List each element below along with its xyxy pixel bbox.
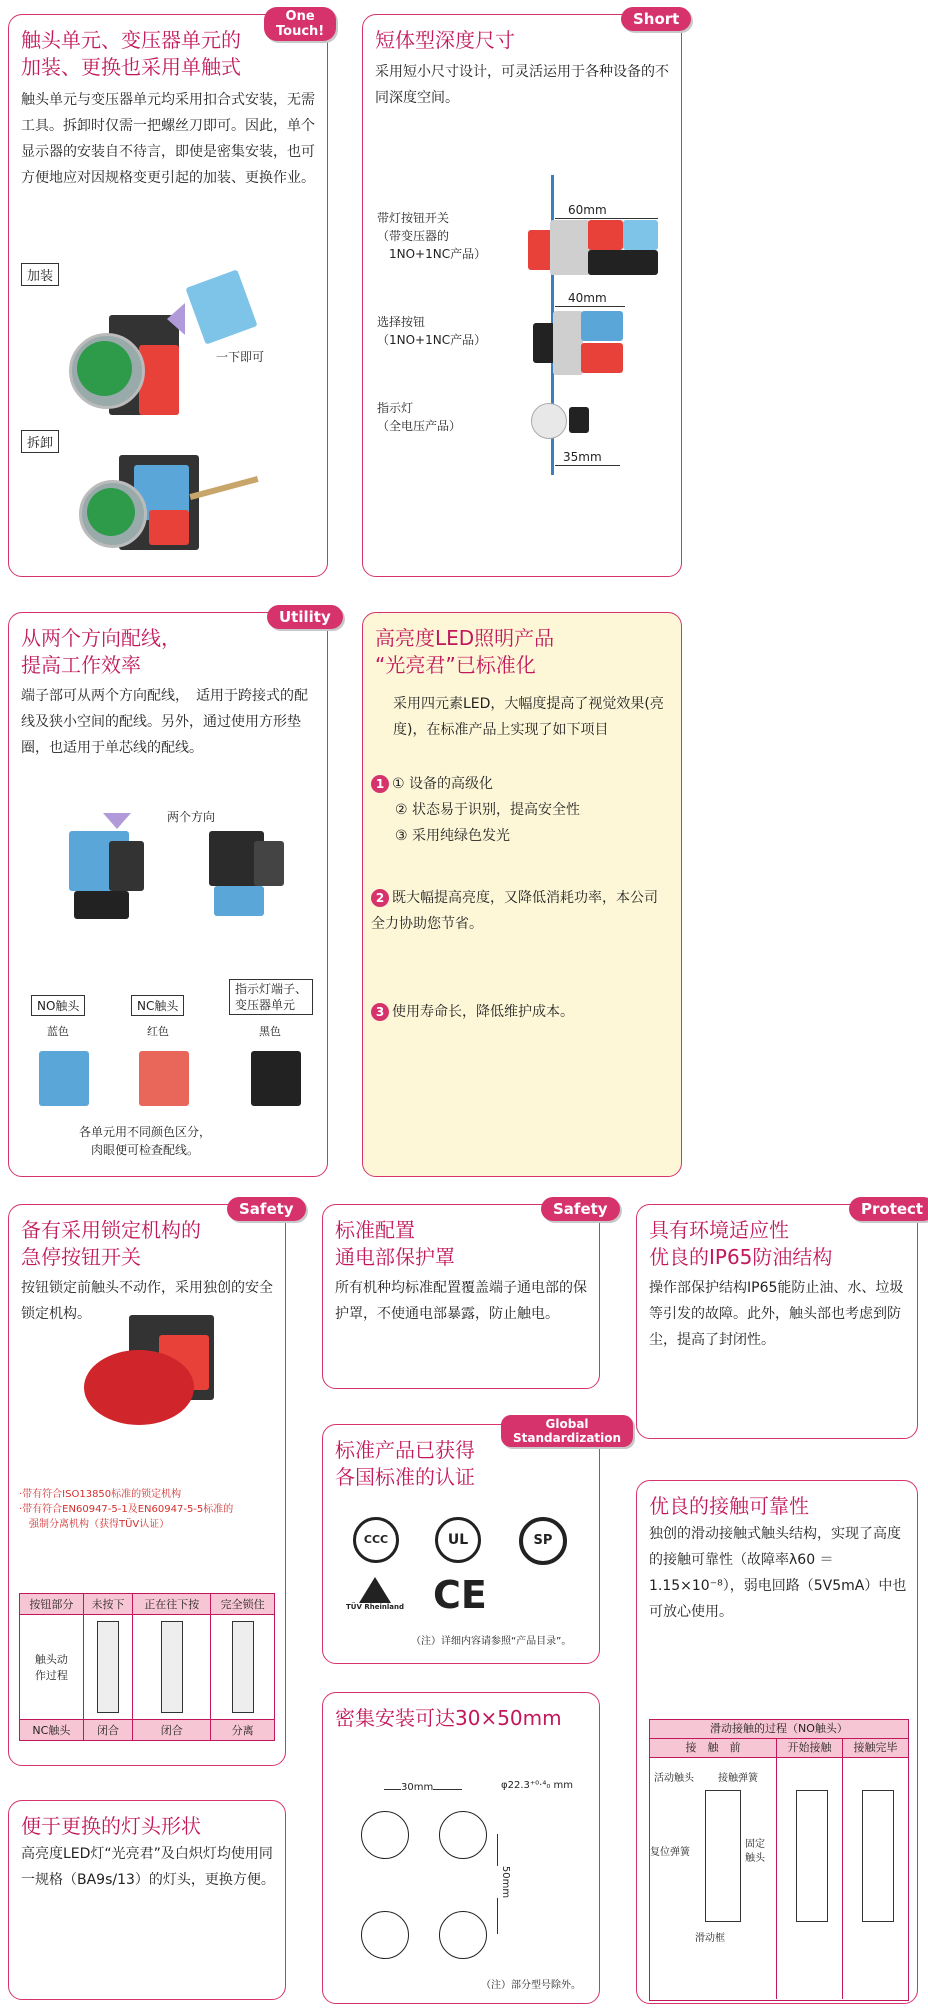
unit-red-image xyxy=(139,1051,189,1106)
card-title: 便于更换的灯头形状 xyxy=(21,1814,201,1838)
diagram-cell xyxy=(133,1615,211,1720)
card-emergency-stop xyxy=(8,1200,294,1766)
number-3-badge: 3 xyxy=(371,1003,389,1021)
color-blue: 蓝色 xyxy=(47,1025,69,1038)
card-title: 标准配置 通电部保护罩 xyxy=(335,1218,455,1269)
th: 按钮部分 xyxy=(20,1594,84,1615)
color-note: 各单元用不同颜色区分， 肉眼便可检查配线。 xyxy=(79,1125,212,1157)
switch-remove-image xyxy=(79,455,229,555)
card-title: 优良的接触可靠性 xyxy=(649,1494,809,1518)
card-title: 从两个方向配线， 提高工作效率 xyxy=(21,626,181,677)
row-label: 触头动 作过程 xyxy=(20,1615,84,1720)
point-2 xyxy=(371,885,669,937)
card-body: 高亮度LED灯“光亮君”及白炽灯均使用同一规格（BA9s/13）的灯头，更换方便。 xyxy=(21,1846,275,1888)
item-selector: 选择按钮 （1NO+1NC产品） xyxy=(377,315,487,347)
card-title: 高亮度LED照明产品 “光亮君”已标准化 xyxy=(375,626,555,677)
wiring-image-2 xyxy=(209,831,289,921)
th: 正在往下按 xyxy=(133,1594,211,1615)
card-title: 标准产品已获得 各国标准的认证 xyxy=(335,1438,475,1489)
tag-safety: Safety xyxy=(541,1197,620,1221)
col-done: 接触完毕 xyxy=(853,1741,898,1754)
card-body: 触头单元与变压器单元均采用扣合式安装，无需工具。拆卸时仅需一把螺丝刀即可。因此，单个显示器的安装自不待言，即使是密集安装，也可方便地应对因规格变更引起的加装、更换作业。 xyxy=(21,92,315,186)
emergency-table xyxy=(19,1593,275,1741)
card-title: 密集安装可达30×50mm xyxy=(335,1706,562,1730)
hole xyxy=(439,1911,487,1959)
tag-safety: Safety xyxy=(227,1197,306,1221)
point-3 xyxy=(371,999,669,1025)
unit-label-no: NO触头 xyxy=(31,995,85,1016)
diagram-cell xyxy=(211,1615,275,1720)
card-certification xyxy=(322,1417,622,1664)
card-title: 短体型深度尺寸 xyxy=(375,28,515,52)
td: 分离 xyxy=(211,1720,275,1741)
item-lamp-switch: 带灯按钮开关 （带变压器的 1NO+1NC产品） xyxy=(377,211,487,261)
note-iso: ·带有符合ISO13850标准的锁定机构 xyxy=(19,1489,182,1500)
tag-one-touch: One Touch! xyxy=(264,7,336,41)
point-1 xyxy=(371,771,671,849)
item-indicator: 指示灯 （全电压产品） xyxy=(377,401,462,433)
part-label: 复位弹簧 xyxy=(650,1847,690,1858)
tuv-logo xyxy=(341,1577,409,1611)
card-body: 按钮锁定前触头不动作，采用独创的安全锁定机构。 xyxy=(21,1280,273,1322)
card-body: 独创的滑动接触式触头结构，实现了高度的接触可靠性（故障率λ60 ＝1.15×10⁻⁸），弱电回路（5V5mA）中也可放心使用。 xyxy=(649,1526,907,1620)
ce-logo: CE xyxy=(433,1573,487,1617)
cert-note: （注）详细内容请参照“产品目录”。 xyxy=(411,1636,572,1647)
card-title: 触头单元、变压器单元的 加装、更换也采用单触式 xyxy=(21,28,241,79)
contact-unit-blue-image xyxy=(185,269,257,344)
note-en: ·带有符合EN60947-5-1及EN60947-5-5标准的 强制分离机构（获得TÜV认证） xyxy=(19,1504,234,1530)
card-cover xyxy=(322,1200,608,1389)
number-1-badge: 1 xyxy=(371,775,389,793)
part-label: 固定 触头 xyxy=(745,1839,765,1864)
wiring-image-1 xyxy=(69,831,149,921)
card-title: 备有采用锁定机构的 急停按钮开关 xyxy=(21,1218,201,1269)
card-contact xyxy=(636,1480,918,2004)
tuv-text: TÜV Rheinland xyxy=(346,1603,404,1611)
card-lamp-base xyxy=(8,1800,286,2000)
point-3-text: 使用寿命长，降低维护成本。 xyxy=(392,1004,574,1020)
td: 闭合 xyxy=(83,1720,132,1741)
card-one-touch xyxy=(8,9,328,577)
indicator-image xyxy=(531,403,591,443)
diagram-cell xyxy=(83,1615,132,1720)
hole xyxy=(361,1811,409,1859)
label-add: 加装 xyxy=(21,263,59,286)
color-red: 红色 xyxy=(147,1025,169,1038)
lamp-switch-image xyxy=(528,220,658,275)
table-title: 滑动接触的过程（NO触头） xyxy=(650,1720,908,1739)
card-utility xyxy=(8,608,331,1177)
selector-image xyxy=(533,311,623,375)
point-1-line-3: ③ 采用纯绿色发光 xyxy=(395,828,511,844)
label-remove: 拆卸 xyxy=(21,430,59,453)
card-dense-mount xyxy=(322,1692,600,2004)
part-label: 活动触头 xyxy=(654,1773,694,1784)
csa-logo: SP xyxy=(519,1517,567,1565)
unit-label-nc: NC触头 xyxy=(131,995,184,1016)
td: 闭合 xyxy=(133,1720,211,1741)
card-short xyxy=(362,10,682,577)
color-black: 黑色 xyxy=(259,1025,281,1038)
arrow-left-icon xyxy=(167,303,185,335)
note-one-step: 一下即可 xyxy=(216,350,265,364)
unit-blue-image xyxy=(39,1051,89,1106)
tag-global: Global Standardization xyxy=(501,1415,633,1447)
th: 未按下 xyxy=(83,1594,132,1615)
card-body: 操作部保护结构IP65能防止油、水、垃圾等引发的故障。此外，触头部也考虑到防尘，提高了封闭性。 xyxy=(649,1280,904,1348)
dim-50: 50mm xyxy=(496,1866,514,1898)
dim-label-35: 35mm xyxy=(563,450,602,464)
tag-protect: Protect xyxy=(849,1197,928,1221)
card-led xyxy=(362,612,682,1177)
ul-logo: UL xyxy=(435,1517,481,1563)
point-1-line-2: ② 状态易于识别，提高安全性 xyxy=(395,802,581,818)
tag-short: Short xyxy=(621,7,691,31)
card-body: 端子部可从两个方向配线， 适用于跨接式的配线及狭小空间的配线。另外，通过使用方形垫圈，也适用于单芯线的配线。 xyxy=(21,688,308,756)
th: 完全锁住 xyxy=(211,1594,275,1615)
card-intro: 采用四元素LED，大幅度提高了视觉效果(亮度)，在标准产品上实现了如下项目 xyxy=(393,696,664,738)
card-body: 所有机种均标准配置覆盖端子通电部的保护罩，不使通电部暴露，防止触电。 xyxy=(335,1280,587,1322)
contact-table xyxy=(649,1719,909,2001)
emergency-button-image xyxy=(84,1315,224,1445)
dim-30: 30mm xyxy=(401,1779,433,1797)
card-title: 具有环境适应性 优良的IP65防油结构 xyxy=(649,1218,833,1269)
point-1-line-1: ① 设备的高级化 xyxy=(392,776,494,792)
unit-label-lamp: 指示灯端子、 变压器单元 xyxy=(229,979,313,1015)
col-before: 接 触 前 xyxy=(650,1739,777,1757)
card-body: 采用短小尺寸设计，可灵活运用于各种设备的不同深度空间。 xyxy=(375,64,669,106)
dim-dia: φ22.3⁺⁰·⁴₀ mm xyxy=(501,1780,574,1791)
arrow-down-icon xyxy=(103,813,131,829)
number-2-badge: 2 xyxy=(371,889,389,907)
card-protect xyxy=(636,1200,924,1439)
two-directions-label: 两个方向 xyxy=(167,810,216,824)
ccc-logo: CCC xyxy=(353,1517,399,1563)
part-label: 滑动框 xyxy=(695,1933,725,1944)
dim-label-60: 60mm xyxy=(568,203,607,217)
point-2-text: 既大幅提高亮度，又降低消耗功率，本公司全力协助您节省。 xyxy=(371,890,658,932)
dim-label-40: 40mm xyxy=(568,291,607,305)
hole xyxy=(361,1911,409,1959)
part-label: 接触弹簧 xyxy=(718,1773,758,1784)
td: NC触头 xyxy=(20,1720,84,1741)
unit-black-image xyxy=(251,1051,301,1106)
col-start: 开始接触 xyxy=(777,1739,843,1757)
tag-utility: Utility xyxy=(267,605,343,629)
mount-note: （注）部分型号除外。 xyxy=(481,1980,581,1991)
hole xyxy=(439,1811,487,1859)
